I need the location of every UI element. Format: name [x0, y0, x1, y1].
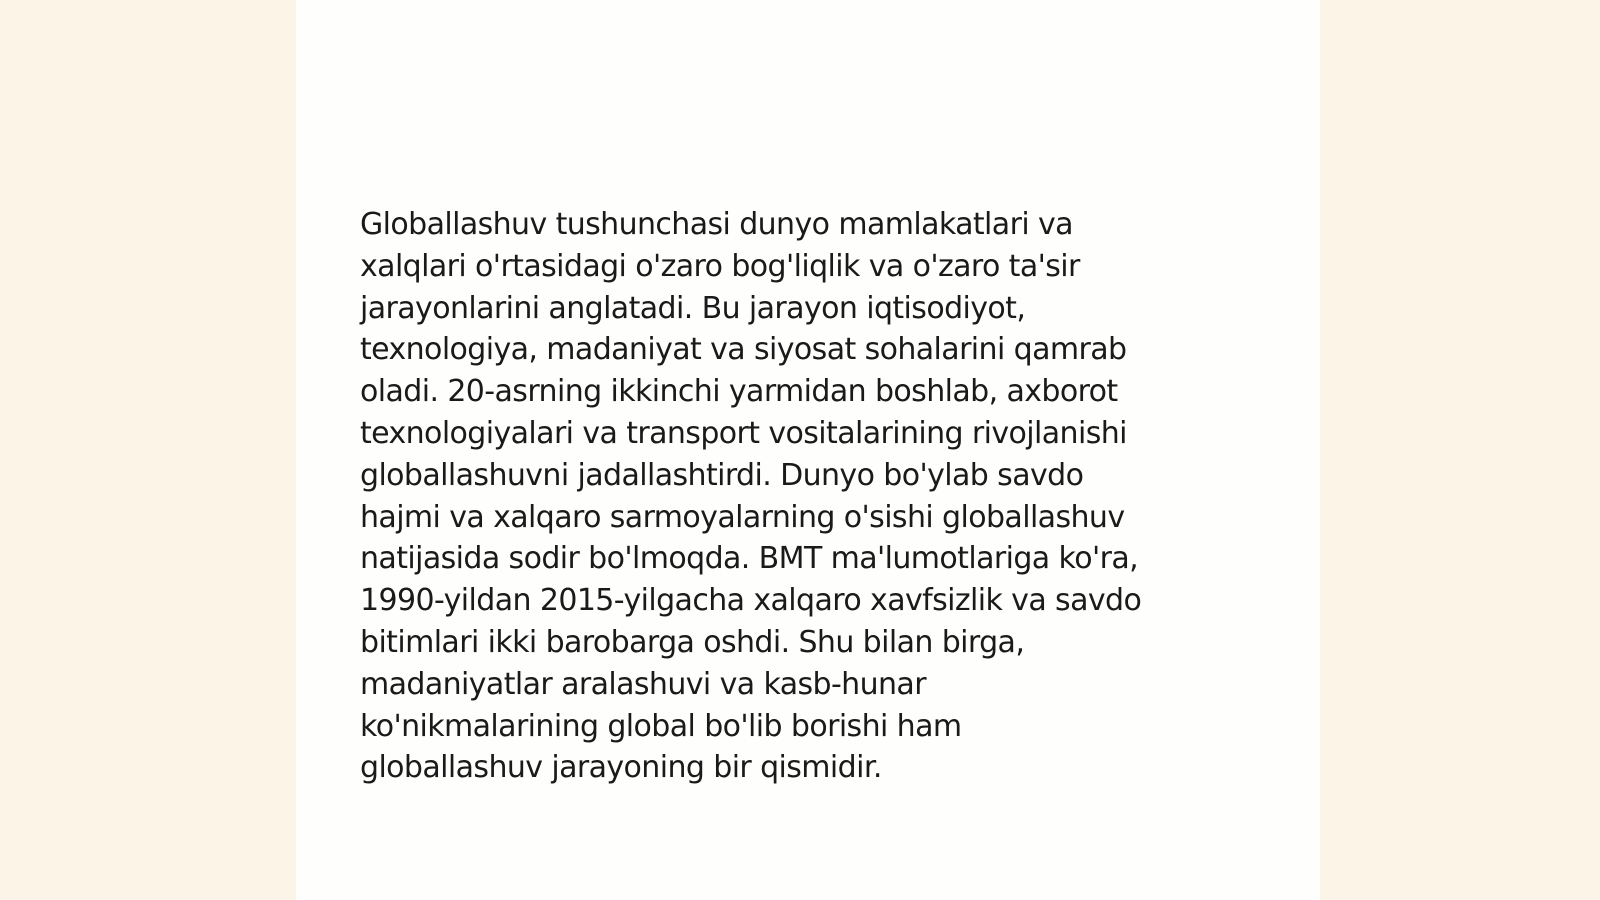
paragraph-line: jarayonlarini anglatadi. Bu jarayon iqtisodiyot,: [360, 290, 1026, 326]
paragraph-line: texnologiyalari va transport vositalarining rivojlanishi: [360, 415, 1127, 451]
paragraph-line: natijasida sodir bo'lmoqda. BMT ma'lumotlariga ko'ra,: [360, 541, 1139, 577]
paragraph-line: ko'nikmalarining global bo'lib borishi ham: [360, 708, 962, 744]
paragraph-line: bitimlari ikki barobarga oshdi. Shu bilan birga,: [360, 624, 1025, 660]
paragraph-line: oladi. 20-asrning ikkinchi yarmidan boshlab, axborot: [360, 374, 1118, 410]
paragraph-line: globallashuv jarayoning bir qismidir.: [360, 750, 882, 786]
paragraph-line: xalqlari o'rtasidagi o'zaro bog'liqlik va o'zaro ta'sir: [360, 248, 1080, 284]
body-paragraph: [360, 204, 1260, 789]
paragraph-line: texnologiya, madaniyat va siyosat sohalarini qamrab: [360, 332, 1127, 368]
paragraph-line: globallashuvni jadallashtirdi. Dunyo bo'ylab savdo: [360, 457, 1084, 493]
paragraph-line: hajmi va xalqaro sarmoyalarning o'sishi globallashuv: [360, 499, 1125, 535]
paragraph-line: Globallashuv tushunchasi dunyo mamlakatlari va: [360, 207, 1073, 242]
paragraph-line: madaniyatlar aralashuvi va kasb-hunar: [360, 666, 926, 702]
document-page: [296, 0, 1320, 900]
paragraph-line: 1990-yildan 2015-yilgacha xalqaro xavfsizlik va savdo: [360, 583, 1142, 619]
